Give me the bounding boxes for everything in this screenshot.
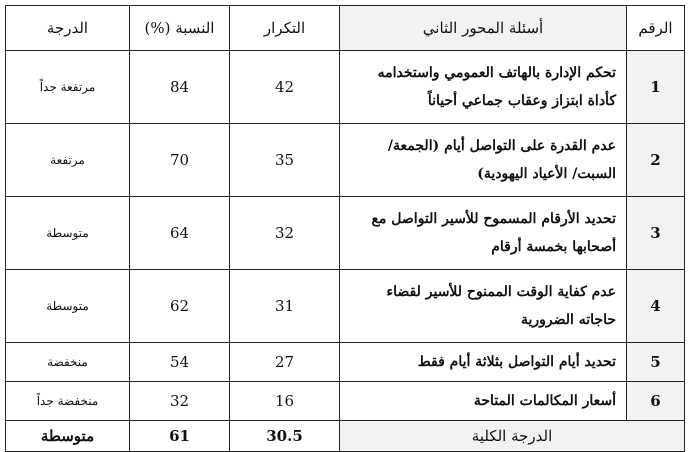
row-pct: 64: [130, 197, 230, 270]
header-freq: التكرار: [230, 6, 340, 51]
row-question: تحكم الإدارة بالهاتف العمومي واستخدامه كأداة ابتزاز وعقاب جماعي أحياناً: [340, 51, 627, 124]
row-freq: 27: [230, 343, 340, 382]
row-freq: 32: [230, 197, 340, 270]
row-pct: 32: [130, 382, 230, 421]
table-row: [6, 343, 685, 382]
header-question: أسئلة المحور الثاني: [340, 6, 627, 51]
row-degree: مرتفعة: [6, 124, 130, 197]
row-degree: مرتفعة جداً: [6, 51, 130, 124]
axis-two-results-table: [5, 5, 685, 452]
total-label: الدرجة الكلية: [340, 421, 685, 452]
total-freq: 30.5: [230, 421, 340, 452]
row-freq: 42: [230, 51, 340, 124]
row-degree: منخفضة: [6, 343, 130, 382]
row-question: تحديد أيام التواصل بثلاثة أيام فقط: [340, 343, 627, 382]
table-row: [6, 124, 685, 197]
row-question: عدم كفاية الوقت الممنوح للأسير لقضاء حاجاته الضرورية: [340, 270, 627, 343]
row-question: تحديد الأرقام المسموح للأسير التواصل مع أصحابها بخمسة أرقام: [340, 197, 627, 270]
row-question: عدم القدرة على التواصل أيام (الجمعة/ السبت/ الأعياد اليهودية): [340, 124, 627, 197]
row-freq: 31: [230, 270, 340, 343]
total-row: [6, 421, 685, 452]
table-row: [6, 270, 685, 343]
row-freq: 16: [230, 382, 340, 421]
row-num: 3: [627, 197, 685, 270]
row-pct: 54: [130, 343, 230, 382]
header-degree: الدرجة: [6, 6, 130, 51]
row-num: 1: [627, 51, 685, 124]
row-num: 5: [627, 343, 685, 382]
table-row: [6, 51, 685, 124]
table-container: [5, 5, 684, 452]
header-pct: النسبة (%): [130, 6, 230, 51]
total-degree: متوسطة: [6, 421, 130, 452]
header-row: [6, 6, 685, 51]
table-row: [6, 382, 685, 421]
row-freq: 35: [230, 124, 340, 197]
table-row: [6, 197, 685, 270]
row-pct: 84: [130, 51, 230, 124]
row-degree: متوسطة: [6, 270, 130, 343]
header-num: الرقم: [627, 6, 685, 51]
row-pct: 70: [130, 124, 230, 197]
row-num: 2: [627, 124, 685, 197]
row-num: 4: [627, 270, 685, 343]
row-num: 6: [627, 382, 685, 421]
row-pct: 62: [130, 270, 230, 343]
row-degree: منخفضة جداً: [6, 382, 130, 421]
row-degree: متوسطة: [6, 197, 130, 270]
total-pct: 61: [130, 421, 230, 452]
row-question: أسعار المكالمات المتاحة: [340, 382, 627, 421]
